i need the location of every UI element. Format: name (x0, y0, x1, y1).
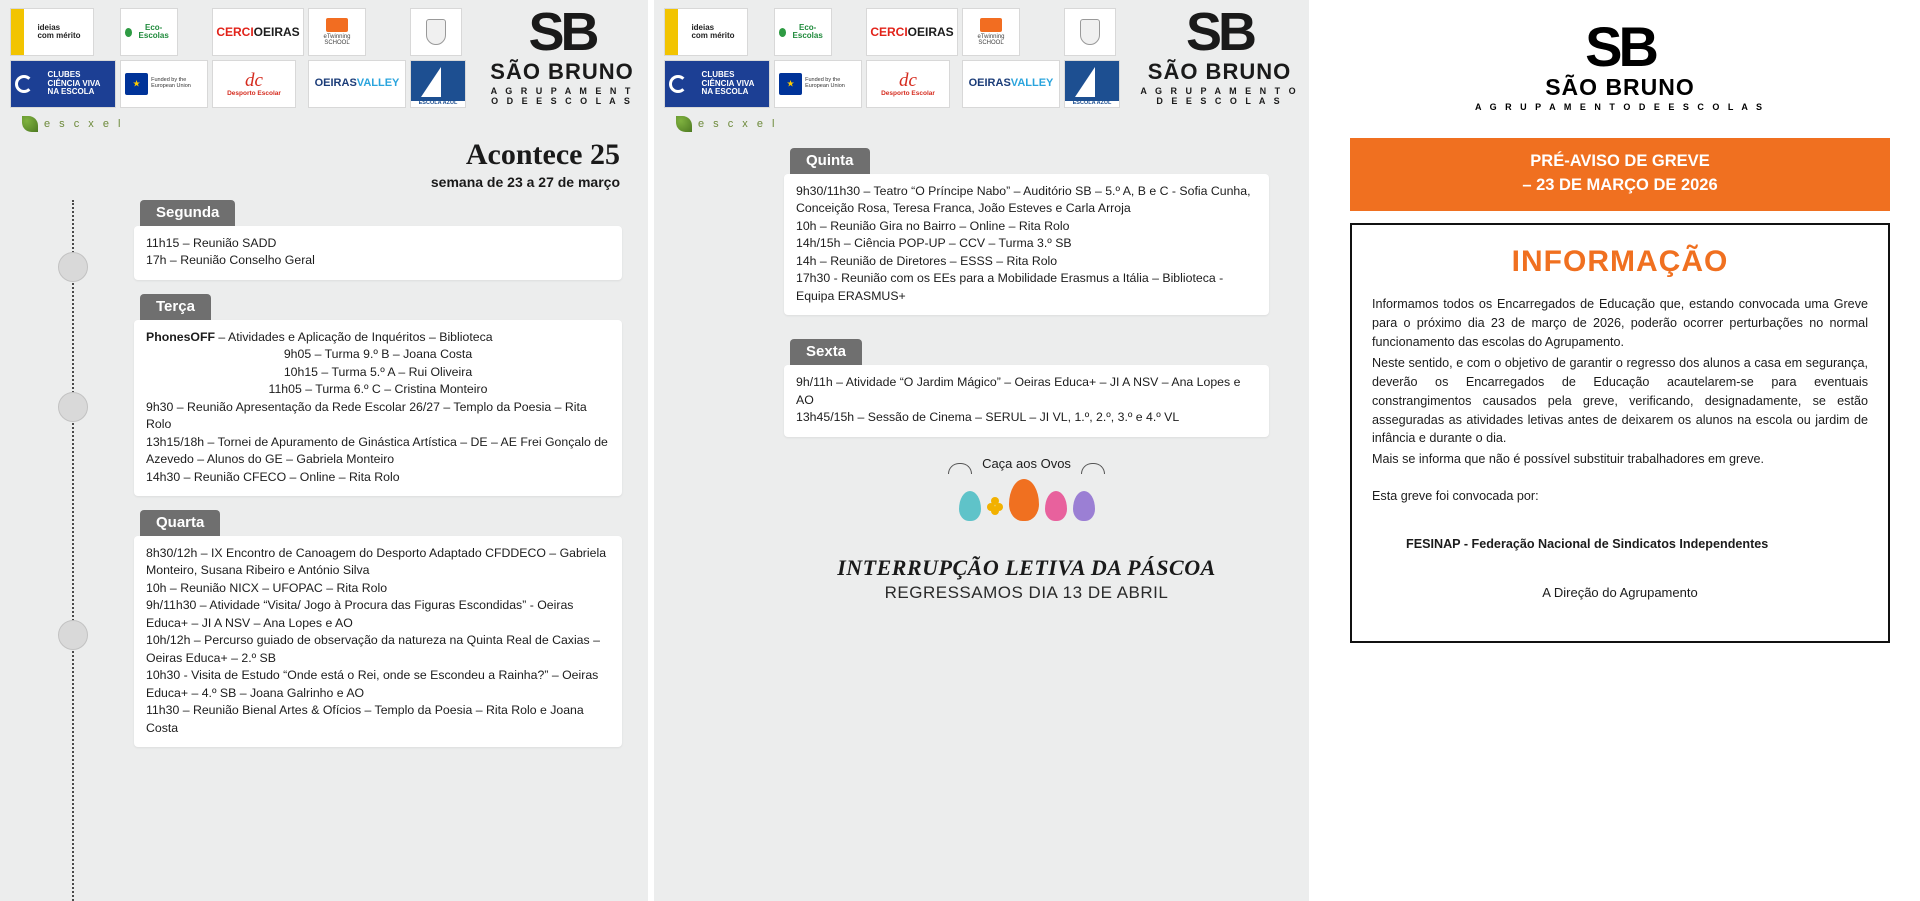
egg-icon (1073, 491, 1095, 521)
logo-escola-azul-label: ESCOLA AZUL (411, 101, 465, 107)
easter-egg-hunt (927, 455, 1127, 521)
day-card-sexta (784, 339, 1269, 436)
sb-school-subtitle: A G R U P A M E N T O D E E S C O L A S (1140, 85, 1299, 106)
logo-ideias-line2: com mérito (691, 31, 735, 40)
egg-icon (1009, 479, 1039, 521)
sb-school-name: SÃO BRUNO (490, 58, 634, 84)
info-box (1350, 223, 1890, 643)
day-line-rest: – Atividades e Aplicação de Inquéritos – Biblioteca (215, 329, 493, 344)
logo-clubes-ciencia-viva (664, 60, 770, 108)
logo-cercioeiras (212, 8, 304, 56)
logo-clubes-ciencia-viva (10, 60, 116, 108)
sb-school-name: SÃO BRUNO (1147, 58, 1292, 84)
logo-erasmus-funding: Funded by the European Union (805, 77, 845, 89)
logo-etwinning-line2: SCHOOL (324, 40, 350, 46)
logo-desporto-escolar: dc Desporto Escolar (212, 60, 296, 108)
logo-camara-municipal (410, 8, 462, 56)
day-body-terca (134, 320, 622, 496)
day-line: 9h/11h30 – Atividade “Visita/ Jogo à Procura das Figuras Escondidas” - Oeiras Educa+ – JI A NSV – Ana Lopes e AO (146, 598, 574, 630)
sao-bruno-logo (486, 2, 638, 106)
day-label-terca: Terça (140, 294, 211, 320)
panel-middle (654, 0, 1309, 901)
leaf-icon (676, 116, 692, 132)
day-line: 9h05 – Turma 9.º B – Joana Costa (283, 347, 473, 362)
day-card-segunda (134, 200, 622, 280)
day-card-quinta (784, 148, 1269, 315)
day-line: 10h30 - Visita de Estudo “Onde está o Rei, onde se Escondeu a Rainha?” – Oeiras Educa+ – 4.º SB – Joana Galrinho e AO (146, 668, 599, 700)
logo-oeiras-valley (308, 60, 406, 108)
egg-icon (959, 491, 981, 521)
day-card-quarta (134, 510, 622, 747)
strike-banner-line2: – 23 DE MARÇO DE 2026 (1522, 175, 1718, 194)
day-label-segunda: Segunda (140, 200, 235, 226)
escxel-logo-left (0, 108, 648, 132)
escxel-logo-middle (654, 108, 1309, 132)
day-body-quinta (784, 174, 1269, 315)
logo-eco-escolas (120, 8, 178, 56)
partner-logos (10, 8, 466, 108)
logo-clubes-line3: NA ESCOLA (701, 87, 749, 97)
partner-logos-middle (664, 8, 1120, 108)
sao-bruno-logo (1140, 2, 1299, 106)
logo-eco-label: Eco-Escolas (792, 22, 823, 40)
holiday-title: INTERRUPÇÃO LETIVA DA PÁSCOA (837, 554, 1216, 580)
sb-monogram: SB (1185, 2, 1253, 62)
escxel-label: e s c x e l (44, 118, 124, 130)
sb-school-name: SÃO BRUNO (1545, 74, 1695, 101)
day-label-sexta: Sexta (790, 339, 862, 365)
logo-escola-azul (410, 60, 466, 108)
sb-monogram: SB (528, 2, 596, 62)
day-line: 10h15 – Turma 5.º A – Rui Oliveira (283, 364, 473, 379)
logo-oeiras-part1: OEIRAS (314, 77, 357, 90)
logo-eco-label: Eco-Escolas (138, 22, 169, 40)
day-line: 11h15 – Reunião SADD (146, 236, 277, 250)
logo-ideias-com-merito (10, 8, 94, 56)
logo-escola-azul-label: ESCOLA AZUL (1065, 101, 1119, 107)
logo-ideias-com-merito (664, 8, 748, 56)
logo-desporto-label: Desporto Escolar (881, 89, 935, 97)
page-title-block (0, 132, 648, 190)
sb-monogram: SB (1585, 15, 1655, 78)
info-paragraph: Mais se informa que não é possível substituir trabalhadores em greve. (1372, 452, 1765, 467)
day-line: 9h30/11h30 – Teatro “O Príncipe Nabo” – Auditório SB – 5.º A, B e C - Sofia Cunha, Conceição Rosa, Teresa Franca, João Esteves e Carla Arroja (796, 184, 1251, 216)
logo-clubes-line2: CIÊNCIA VIVA (47, 78, 101, 88)
logo-escola-azul (1064, 60, 1120, 108)
day-list-middle (654, 132, 1309, 603)
logo-oeiras-part2: VALLEY (1010, 77, 1054, 90)
escxel-label: e s c x e l (698, 118, 778, 130)
logo-ideias-line1: ideias (691, 22, 715, 32)
logo-bar-left (0, 0, 648, 108)
strike-banner-line1: PRÉ-AVISO DE GREVE (1530, 152, 1710, 171)
page-title: Acontece 25 (465, 138, 620, 171)
day-label-quarta: Quarta (140, 510, 220, 536)
day-list-left (0, 190, 648, 747)
sao-bruno-logo-right (1350, 15, 1890, 113)
logo-desporto-label: Desporto Escolar (227, 89, 281, 97)
logo-erasmus-plus (774, 60, 862, 108)
sb-school-subtitle: A G R U P A M E N T O D E E S C O L A S (490, 85, 634, 106)
logo-oeiras-part1: OEIRAS (968, 77, 1011, 90)
day-line: 17h30 - Reunião com os EEs para a Mobilidade Erasmus a Itália – Biblioteca - Equipa ERASMUS+ (796, 271, 1224, 303)
day-line: 14h30 – Reunião CFECO – Online – Rita Rolo (146, 469, 400, 484)
logo-etwinning-school (308, 8, 366, 56)
day-line: 11h05 – Turma 6.º C – Cristina Monteiro (268, 382, 488, 397)
logo-eco-escolas (774, 8, 832, 56)
panel-left (0, 0, 648, 901)
union-name: FESINAP - Federação Nacional de Sindicatos Independentes (1406, 536, 1769, 551)
logo-clubes-line1: CLUBES (47, 70, 81, 80)
day-line: 13h15/18h – Tornei de Apuramento de Ginástica Artística – DE – AE Frei Gonçalo de Azevedo – Alunos do GE – Gabriela Monteiro (146, 434, 608, 467)
day-line: 8h30/12h – IX Encontro de Canoagem do Desporto Adaptado CFDDECO – Gabriela Monteiro, Susana Ribeiro e António Silva (146, 545, 607, 578)
strike-notice (1320, 0, 1920, 643)
easter-title: Caça aos Ovos (966, 456, 1087, 471)
info-title: INFORMAÇÃO (1511, 245, 1729, 279)
info-paragraph: Informamos todos os Encarregados de Educação que, estando convocada uma Greve para o próximo dia 23 de março de 2026, poderão ocorrer perturbações no normal funcionamento das escolas do Agrupamento. (1372, 297, 1868, 350)
strike-banner (1350, 138, 1890, 211)
egg-icon (1045, 491, 1067, 521)
logo-cerci-part2: OEIRAS (907, 24, 954, 39)
day-line: 14h/15h – Ciência POP-UP – CCV – Turma 3.º SB (796, 236, 1072, 251)
logo-oeiras-part2: VALLEY (356, 77, 400, 90)
signature: A Direção do Agrupamento (1542, 584, 1698, 600)
day-body-quarta (134, 536, 622, 747)
logo-erasmus-funding: Funded by the European Union (151, 77, 191, 89)
day-line: 10h/12h – Percurso guiado de observação da natureza na Quinta Real de Caxias – Oeiras Educa+ – 2.º SB (146, 633, 600, 665)
easter-eggs (927, 479, 1127, 521)
logo-clubes-line3: NA ESCOLA (47, 87, 95, 97)
day-body-segunda (134, 226, 622, 280)
logo-camara-municipal (1064, 8, 1116, 56)
flower-icon (987, 497, 1003, 513)
page-subtitle: semana de 23 a 27 de março (430, 174, 620, 190)
day-body-sexta (784, 365, 1269, 436)
day-label-quinta: Quinta (790, 148, 870, 174)
logo-clubes-line1: CLUBES (701, 70, 735, 80)
day-card-terca (134, 294, 622, 496)
holiday-return-date: REGRESSAMOS DIA 13 DE ABRIL (884, 582, 1169, 602)
logo-bar-middle (654, 0, 1309, 108)
logo-erasmus-plus (120, 60, 208, 108)
convoked-by-label: Esta greve foi convocada por: (1372, 489, 1539, 504)
logo-etwinning-line1: eTwinning (323, 33, 351, 40)
logo-oeiras-valley (962, 60, 1060, 108)
logo-ideias-line2: com mérito (37, 31, 81, 40)
day-line: 11h30 – Reunião Bienal Artes & Ofícios – Templo da Poesia – Rita Rolo e Joana Costa (146, 703, 584, 735)
logo-ideias-line1: ideias (37, 22, 61, 32)
logo-etwinning-line1: eTwinning (977, 33, 1005, 40)
panel-right (1320, 0, 1920, 901)
leaf-icon (22, 116, 38, 132)
sb-school-subtitle: A G R U P A M E N T O D E E S C O L A S (1474, 102, 1766, 113)
logo-cerci-part1: CERCI (870, 24, 908, 39)
info-paragraph: Neste sentido, e com o objetivo de garantir o regresso dos alunos a casa em segurança, deverão os Encarregados de Educação acautelarem-se para eventuais constrangimentos causados pela greve, verificando, designadamente, se estão asseguradas as atividades letivas antes de deixarem os alunos na escola ou jardim de infância e durante o dia. (1372, 355, 1868, 446)
logo-cerci-part1: CERCI (216, 24, 254, 39)
phones-off-tag: PhonesOFF (146, 329, 216, 344)
holiday-notice (784, 555, 1269, 603)
logo-etwinning-school (962, 8, 1020, 56)
day-line: 10h – Reunião NICX – UFOPAC – Rita Rolo (146, 580, 388, 595)
day-line: 13h45/15h – Sessão de Cinema – SERUL – JI VL, 1.º, 2.º, 3.º e 4.º VL (796, 410, 1180, 425)
logo-cercioeiras (866, 8, 958, 56)
day-line: 17h – Reunião Conselho Geral (146, 253, 315, 268)
day-line: 9h30 – Reunião Apresentação da Rede Escolar 26/27 – Templo da Poesia – Rita Rolo (146, 399, 587, 432)
logo-clubes-line2: CIÊNCIA VIVA (701, 78, 755, 88)
day-line: 14h – Reunião de Diretores – ESSS – Rita Rolo (796, 253, 1058, 268)
day-line: 9h/11h – Atividade “O Jardim Mágico” – Oeiras Educa+ – JI A NSV – Ana Lopes e AO (796, 375, 1241, 407)
logo-cerci-part2: OEIRAS (253, 24, 300, 39)
logo-etwinning-line2: SCHOOL (978, 40, 1004, 46)
day-line: 10h – Reunião Gira no Bairro – Online – Rita Rolo (796, 218, 1070, 233)
logo-desporto-escolar: dc Desporto Escolar (866, 60, 950, 108)
